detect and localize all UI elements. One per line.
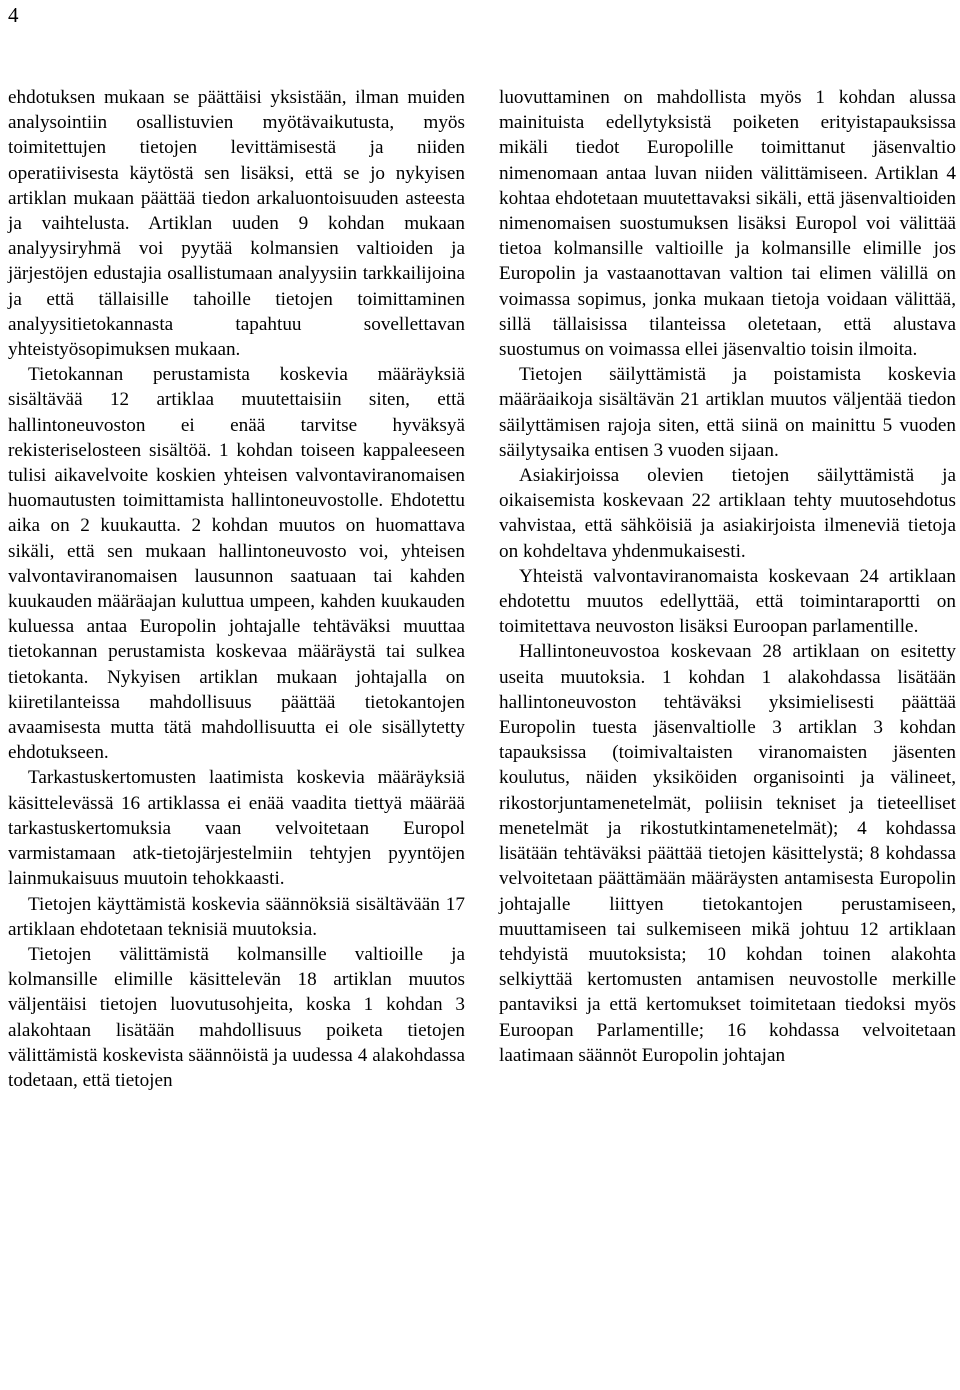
paragraph: Tietojen säilyttämistä ja poistamista koskevia määräaikoja sisältävän 21 artiklan muutos väljentää tiedon säilyttämisen rajoja siten, että siinä on mainittu 5 vuoden säilytysaika entisen 3 vuoden sijaan. bbox=[499, 364, 956, 461]
page-number: 4 bbox=[8, 3, 19, 27]
paragraph: Asiakirjoissa olevien tietojen säilyttämistä ja oikaisemista koskevaan 22 artiklaan tehty muutosehdotus vahvistaa, että sähköisiä ja asiakirjoista ilmeneviä tietoja on kohdeltava yhdenmukaisesti. bbox=[499, 465, 956, 562]
paragraph: Tietojen välittämistä kolmansille valtioille ja kolmansille elimille käsittelevän 18 artiklan muutos väljentäisi tietojen luovutusohjeita, koska 1 kohdan 3 alakohtaan lisätään mahdollisuus poiketa tietojen välittämistä koskevista säännöistä ja uudessa 4 alakohdassa todetaan, että tietojen bbox=[8, 943, 465, 1091]
paragraph: Yhteistä valvontaviranomaista koskevaan 24 artiklaan ehdotettu muutos edellyttää, että toimintaraportti on toimitettava neuvoston lisäksi Euroopan parlamentille. bbox=[499, 565, 956, 638]
paragraph: Tietojen käyttämistä koskevia säännöksiä sisältävään 17 artiklaan ehdotetaan teknisiä muutoksia. bbox=[8, 893, 465, 940]
left-column bbox=[8, 85, 465, 1093]
paragraph: luovuttaminen on mahdollista myös 1 kohdan alussa mainituista edellytyksistä poiketen erityistapauksissa mikäli tiedot Europolille toimittanut jäsenvaltio nimenomaan antaa luvan niiden välittämiseen. Artiklan 4 kohtaa ehdotetaan muutettavaksi sikäli, että jäsenvaltioiden nimenomaisen suostumuksen lisäksi Europol voi välittää tietoa kolmansille valtioille ja kolmansille elimille jos Europolin ja vastaanottavan valtion tai elimen välillä on voimassa sopimus, jonka mukaan tietoja voidaan välittää, sillä tällaisissa tilanteissa oletetaan, että alustava suostumus on voimassa ellei jäsenvaltio toisin ilmoita. bbox=[499, 87, 956, 361]
right-column bbox=[499, 85, 956, 1068]
paragraph: Hallintoneuvostoa koskevaan 28 artiklaan on esitetty useita muutoksia. 1 kohdan 1 alakohdassa lisätään hallintoneuvoston tehtäväksi yksimielisesti päättää Europolin tuesta jäsenvaltiolle 3 artiklan 3 kohdan tapauksissa (toimivaltaisten viranomaisten jäsenten koulutus, näiden yksiköiden organisointi ja välineet, rikostorjuntamenetelmät, poliisin tekniset ja tieteelliset menetelmät ja rikostutkintamenetelmät); 4 kohdassa lisätään tehtäväksi päättää tietojen käsittelystä; 8 kohdassa velvoitetaan päättämään määräysten antamisesta Europolin johtajalle liittyen tietokantojen perustamiseen, muuttamiseen tai sulkemiseen mikä johtuu 12 artiklaan tehdyistä muutoksista; 10 kohdan toinen alakohta selkiyttää kertomusten antamisen neuvostolle merkille pantaviksi ja että kertomukset toimitetaan tiedoksi myös Euroopan Parlamentille; 16 kohdassa velvoitetaan laatimaan säännöt Europolin johtajan bbox=[499, 641, 956, 1066]
paragraph: ehdotuksen mukaan se päättäisi yksistään, ilman muiden analysointiin osallistuvien myötävaikutusta, myös toimitettujen tietojen levittämisestä ja niiden operatiivisesta käytöstä sen lisäksi, että se jo nykyisen artiklan mukaan päättää tiedon arkaluontoisuuden asteesta ja vaihtelusta. Artiklan uuden 9 kohdan mukaan analyysiryhmä voi pyytää kolmansien valtioiden ja järjestöjen edustajia osallistumaan analyysiin tarkkailijoina ja että tällaisille tahoille tietojen toimittaminen analyysitietokannasta tapahtuu sovellettavan yhteistyösopimuksen mukaan. bbox=[8, 87, 465, 361]
paragraph: Tarkastuskertomusten laatimista koskevia määräyksiä käsittelevässä 16 artiklassa ei enää vaadita tiettyä määrää tarkastuskertomuksia vaan velvoitetaan Europol varmistamaan atk-tietojärjestelmiin tehtyjen pyyntöjen lainmukaisuus muutoin tehokkaasti. bbox=[8, 767, 465, 890]
paragraph: Tietokannan perustamista koskevia määräyksiä sisältävää 12 artiklaa muutettaisiin siten, että hallintoneuvoston ei enää tarvitse hyväksyä rekisteriselosteen sisältöä. 1 kohdan toiseen kappaleeseen tulisi aikavelvoite koskien yhteisen valvontaviranomaisen huomautusten toimittamista hallintoneuvostolle. Ehdotettu aika on 2 kuukautta. 2 kohdan muutos on huomattava sikäli, että sen mukaan hallintoneuvosto voi, yhteisen valvontaviranomaisen lausunnon saatuaan tai kahden kuukauden määräajan kuluttua umpeen, kahden kuukauden kuluessa antaa Europolin johtajalle tehtäväksi muuttaa tietokannan perustamista koskevaa määräystä tai sulkea tietokanta. Nykyisen artiklan mukaan johtajalla on kiiretilanteissa mahdollisuus päättää tietokantojen avaamisesta mutta tätä mahdollisuutta ei ole sisällytetty ehdotukseen. bbox=[8, 364, 465, 764]
